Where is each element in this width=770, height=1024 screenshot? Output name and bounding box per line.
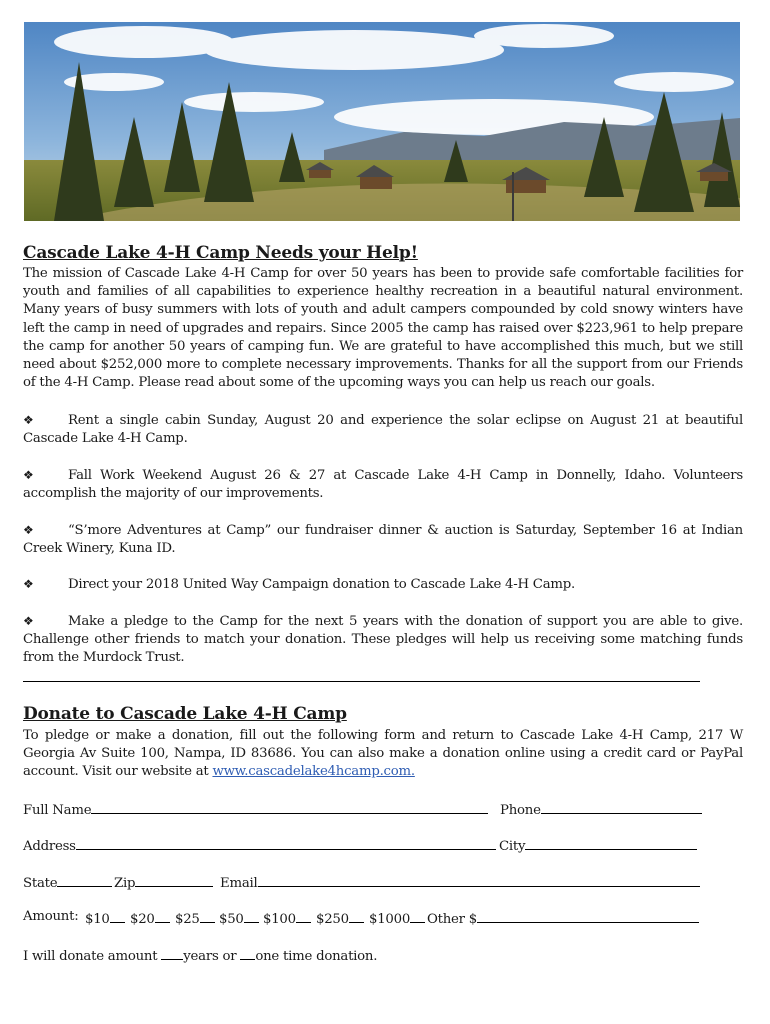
amount-checkbox[interactable] <box>244 908 259 923</box>
state-label: State <box>23 876 58 891</box>
donate-instructions <box>23 727 743 782</box>
city-field[interactable] <box>525 835 697 850</box>
amount-option: $250 <box>316 912 349 927</box>
amount-checkbox[interactable] <box>155 908 170 923</box>
amount-checkbox[interactable] <box>110 908 125 923</box>
intro-paragraph: The mission of Cascade Lake 4-H Camp for over 50 years has been to provide safe comfortable facilities for youth and families of all capabilities to experience healthy recreation in a beautiful natural environment. Many years of busy summers with lots of youth and adult campers compounded by cold snowy winters have left the camp in need of upgrades and repairs. Since 2005 the camp has raised over $223,961 to help prepare the camp for another 50 years of camping fun. We are grateful to have accomplished this much, but we still need about $252,000 more to complete necessary improvements. Thanks for all the support from our Friends of the 4-H Camp. Please read about some of the upcoming ways you can help us reach our goals. <box>23 266 743 391</box>
amount-checkbox[interactable] <box>200 908 215 923</box>
bullet-text: Direct your 2018 United Way Campaign donation to Cascade Lake 4-H Camp. <box>68 577 576 592</box>
full-name-label: Full Name <box>23 803 92 818</box>
bullet-text: Make a pledge to the Camp for the next 5 years with the donation of support you are able to give. Challenge other friends to match your donation. These pledges will help us receiving some matching funds from the Murdock Trust. <box>23 614 743 666</box>
amount-label: Amount: <box>23 909 79 924</box>
page-title: Cascade Lake 4-H Camp Needs your Help! <box>23 243 418 263</box>
diamond-bullet-icon: ❖ <box>23 577 34 591</box>
email-field[interactable] <box>258 872 700 887</box>
bullet-text: Rent a single cabin Sunday, August 20 and experience the solar eclipse on August 21 at beautiful Cascade Lake 4-H Camp. <box>23 413 743 447</box>
years-count-field[interactable] <box>161 945 183 960</box>
amount-option: $50 <box>219 912 244 927</box>
amount-checkbox[interactable] <box>349 908 364 923</box>
address-label: Address <box>23 839 76 854</box>
state-field[interactable] <box>57 872 112 887</box>
list-item <box>23 466 743 503</box>
full-name-field[interactable] <box>91 799 488 814</box>
donate-heading: Donate to Cascade Lake 4-H Camp <box>23 704 347 724</box>
amount-option: $25 <box>175 912 200 927</box>
city-label: City <box>499 839 526 854</box>
section-divider <box>23 681 700 682</box>
list-item <box>23 521 743 558</box>
email-label: Email <box>220 876 258 891</box>
list-item <box>23 575 743 594</box>
amount-option: $100 <box>263 912 296 927</box>
header-photo <box>24 22 740 221</box>
amount-checkbox[interactable] <box>296 908 311 923</box>
website-link[interactable]: www.cascadelake4hcamp.com. <box>212 764 415 780</box>
diamond-bullet-icon: ❖ <box>23 614 34 628</box>
diamond-bullet-icon: ❖ <box>23 468 34 482</box>
other-amount-label: Other $ <box>427 912 477 927</box>
amount-option: $1000 <box>369 912 411 927</box>
phone-field[interactable] <box>541 799 702 814</box>
donate-prefix-label: I will donate amount <box>23 949 158 964</box>
diamond-bullet-icon: ❖ <box>23 523 34 537</box>
amount-option: $20 <box>130 912 155 927</box>
address-field[interactable] <box>76 835 496 850</box>
amount-checkbox[interactable] <box>410 908 425 923</box>
list-item <box>23 612 743 668</box>
address-row <box>23 835 723 853</box>
years-label: years or <box>183 949 237 964</box>
amount-option: $10 <box>85 912 110 927</box>
state-zip-email-row <box>23 872 723 890</box>
bullet-text: Fall Work Weekend August 26 & 27 at Cascade Lake 4-H Camp in Donnelly, Idaho. Volunteers accomplish the majority of our improvements. <box>23 468 743 502</box>
one-time-label: one time donation. <box>255 949 378 964</box>
other-amount-field[interactable] <box>477 908 699 923</box>
zip-label: Zip <box>114 876 136 891</box>
donate-instructions-text: To pledge or make a donation, fill out the following form and return to Cascade Lake 4-H Camp, 217 W Georgia Av Suite 100, Nampa, ID 83686. You can also make a donation online using a credit card or PayPal account. Visit our website at <box>23 728 743 780</box>
full-name-row <box>23 799 723 817</box>
zip-field[interactable] <box>135 872 213 887</box>
camp-landscape-image <box>24 22 740 221</box>
amount-row <box>23 908 723 926</box>
list-item <box>23 411 743 448</box>
pledge-row <box>23 945 723 963</box>
one-time-checkbox[interactable] <box>240 945 255 960</box>
phone-label: Phone <box>500 803 541 818</box>
bullet-text: “S’more Adventures at Camp” our fundraiser dinner & auction is Saturday, September 16 at Indian Creek Winery, Kuna ID. <box>23 523 743 557</box>
diamond-bullet-icon: ❖ <box>23 413 34 427</box>
